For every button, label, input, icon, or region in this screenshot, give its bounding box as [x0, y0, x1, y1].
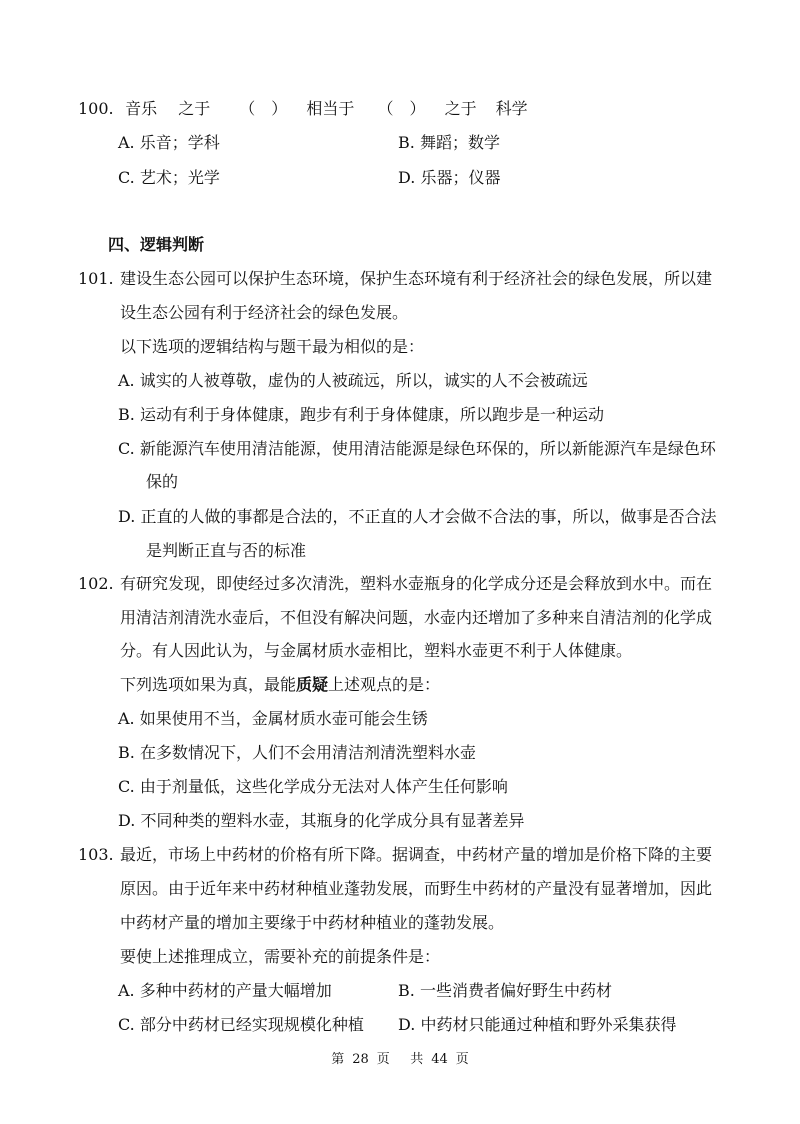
q100-option-d — [398, 167, 500, 189]
option-label: B. — [118, 405, 135, 424]
q103-stem-line: 最近，市场上中药材的价格有所下降。据调查，中药材产量的增加是价格下降的主要 — [120, 845, 713, 864]
option-label: C. — [118, 439, 135, 458]
option-label: C. — [118, 168, 135, 187]
q100-stem — [78, 98, 528, 120]
option-text: 新能源汽车使用清洁能源，使用清洁能源是绿色环保的，所以新能源汽车是绿色环 — [139, 439, 716, 458]
q103-option-b — [398, 980, 612, 1002]
option-text: 不同种类的塑料水壶，其瓶身的化学成分具有显著差异 — [140, 811, 525, 830]
option-label: C. — [118, 1015, 135, 1034]
q102-prompt — [120, 674, 440, 696]
option-text: 如果使用不当，金属材质水壶可能会生锈 — [139, 709, 428, 728]
q102-option-b — [118, 742, 476, 764]
q102-number: 102. — [78, 574, 114, 593]
q103-option-d — [398, 1014, 676, 1036]
q100-term: 音乐 — [125, 99, 158, 118]
q100-blank: （ ） — [239, 99, 288, 118]
q103-option-c — [118, 1014, 364, 1036]
option-label: A. — [118, 981, 135, 1000]
option-label: D. — [398, 168, 416, 187]
option-text: 部分中药材已经实现规模化种植 — [139, 1015, 364, 1034]
option-text: 运动有利于身体健康，跑步有利于身体健康，所以跑步是一种运动 — [139, 405, 604, 424]
footer-text: 页 — [376, 1052, 390, 1067]
option-text: 艺术；光学 — [139, 168, 220, 187]
q103-number: 103. — [78, 845, 114, 864]
option-text: 乐器；仪器 — [420, 168, 501, 187]
option-text: 乐音；学科 — [139, 133, 220, 152]
q101-number: 101. — [78, 269, 114, 288]
option-text: 诚实的人被尊敬，虚伪的人被疏远，所以，诚实的人不会被疏远 — [139, 371, 588, 390]
q100-term: 之于 — [444, 99, 477, 118]
footer-text: 页 — [455, 1052, 469, 1067]
page-footer — [0, 1048, 800, 1067]
q103-stem-line: 原因。由于近年来中药材种植业蓬勃发展，而野生中药材的产量没有显著增加，因此 — [120, 879, 713, 898]
option-label: D. — [118, 507, 136, 526]
q100-option-c — [118, 167, 220, 189]
option-label: B. — [118, 743, 135, 762]
q100-term: 相当于 — [306, 99, 355, 118]
q101-option-c-cont: 保的 — [146, 472, 179, 491]
page-total: 44 — [431, 1052, 448, 1067]
q100-option-b — [398, 132, 500, 154]
q101-option-d — [118, 506, 716, 528]
q101-option-d-cont: 是判断正直与否的标准 — [146, 541, 307, 560]
section-title: 四、逻辑判断 — [108, 235, 205, 254]
q102-stem-line: 分。有人因此认为，与金属材质水壶相比，塑料水壶更不利于人体健康。 — [120, 641, 633, 660]
q102-option-c — [118, 776, 508, 798]
option-text: 由于剂量低，这些化学成分无法对人体产生任何影响 — [139, 777, 508, 796]
prompt-text: 上述观点的是： — [328, 675, 441, 694]
option-text: 舞蹈；数学 — [419, 133, 500, 152]
footer-text: 共 — [410, 1052, 424, 1067]
q100-option-a — [118, 132, 220, 154]
prompt-text: 下列选项如果为真，最能 — [120, 675, 297, 694]
q101-option-b — [118, 404, 604, 426]
q100-term: 之于 — [178, 99, 211, 118]
q100-number: 100. — [78, 99, 114, 118]
option-label: B. — [398, 133, 415, 152]
q102-option-d — [118, 810, 524, 832]
option-text: 一些消费者偏好野生中药材 — [419, 981, 612, 1000]
q101-stem-line: 建设生态公园可以保护生态环境，保护生态环境有利于经济社会的绿色发展，所以建 — [120, 269, 713, 288]
option-label: A. — [118, 133, 135, 152]
q103-option-a — [118, 980, 332, 1002]
q100-term: 科学 — [495, 99, 528, 118]
q102-stem-line: 用清洁剂清洗水壶后，不但没有解决问题，水壶内还增加了多种来自清洁剂的化学成 — [120, 608, 713, 627]
option-label: B. — [398, 981, 415, 1000]
option-label: D. — [398, 1015, 416, 1034]
option-label: C. — [118, 777, 135, 796]
q101-option-a — [118, 370, 588, 392]
q103-stem-line: 中药材产量的增加主要缘于中药材种植业的蓬勃发展。 — [120, 913, 505, 932]
q103-prompt: 要使上述推理成立，需要补充的前提条件是： — [120, 947, 441, 966]
q101-prompt: 以下选项的逻辑结构与题干最为相似的是： — [120, 337, 425, 356]
option-label: D. — [118, 811, 136, 830]
q102-stem-line: 有研究发现，即使经过多次清洗，塑料水壶瓶身的化学成分还是会释放到水中。而在 — [120, 574, 713, 593]
q102-option-a — [118, 708, 428, 730]
page-number: 28 — [352, 1052, 369, 1067]
option-label: A. — [118, 371, 135, 390]
q101-option-c — [118, 438, 716, 460]
option-label: A. — [118, 709, 135, 728]
q100-blank: （ ） — [377, 99, 426, 118]
q101-stem-line: 设生态公园有利于经济社会的绿色发展。 — [120, 303, 409, 322]
prompt-emphasis: 质疑 — [296, 675, 329, 694]
option-text: 在多数情况下，人们不会用清洁剂清洗塑料水壶 — [139, 743, 476, 762]
option-text: 多种中药材的产量大幅增加 — [139, 981, 332, 1000]
footer-text: 第 — [331, 1052, 345, 1067]
option-text: 正直的人做的事都是合法的，不正直的人才会做不合法的事，所以，做事是否合法 — [140, 507, 717, 526]
option-text: 中药材只能通过种植和野外采集获得 — [420, 1015, 677, 1034]
